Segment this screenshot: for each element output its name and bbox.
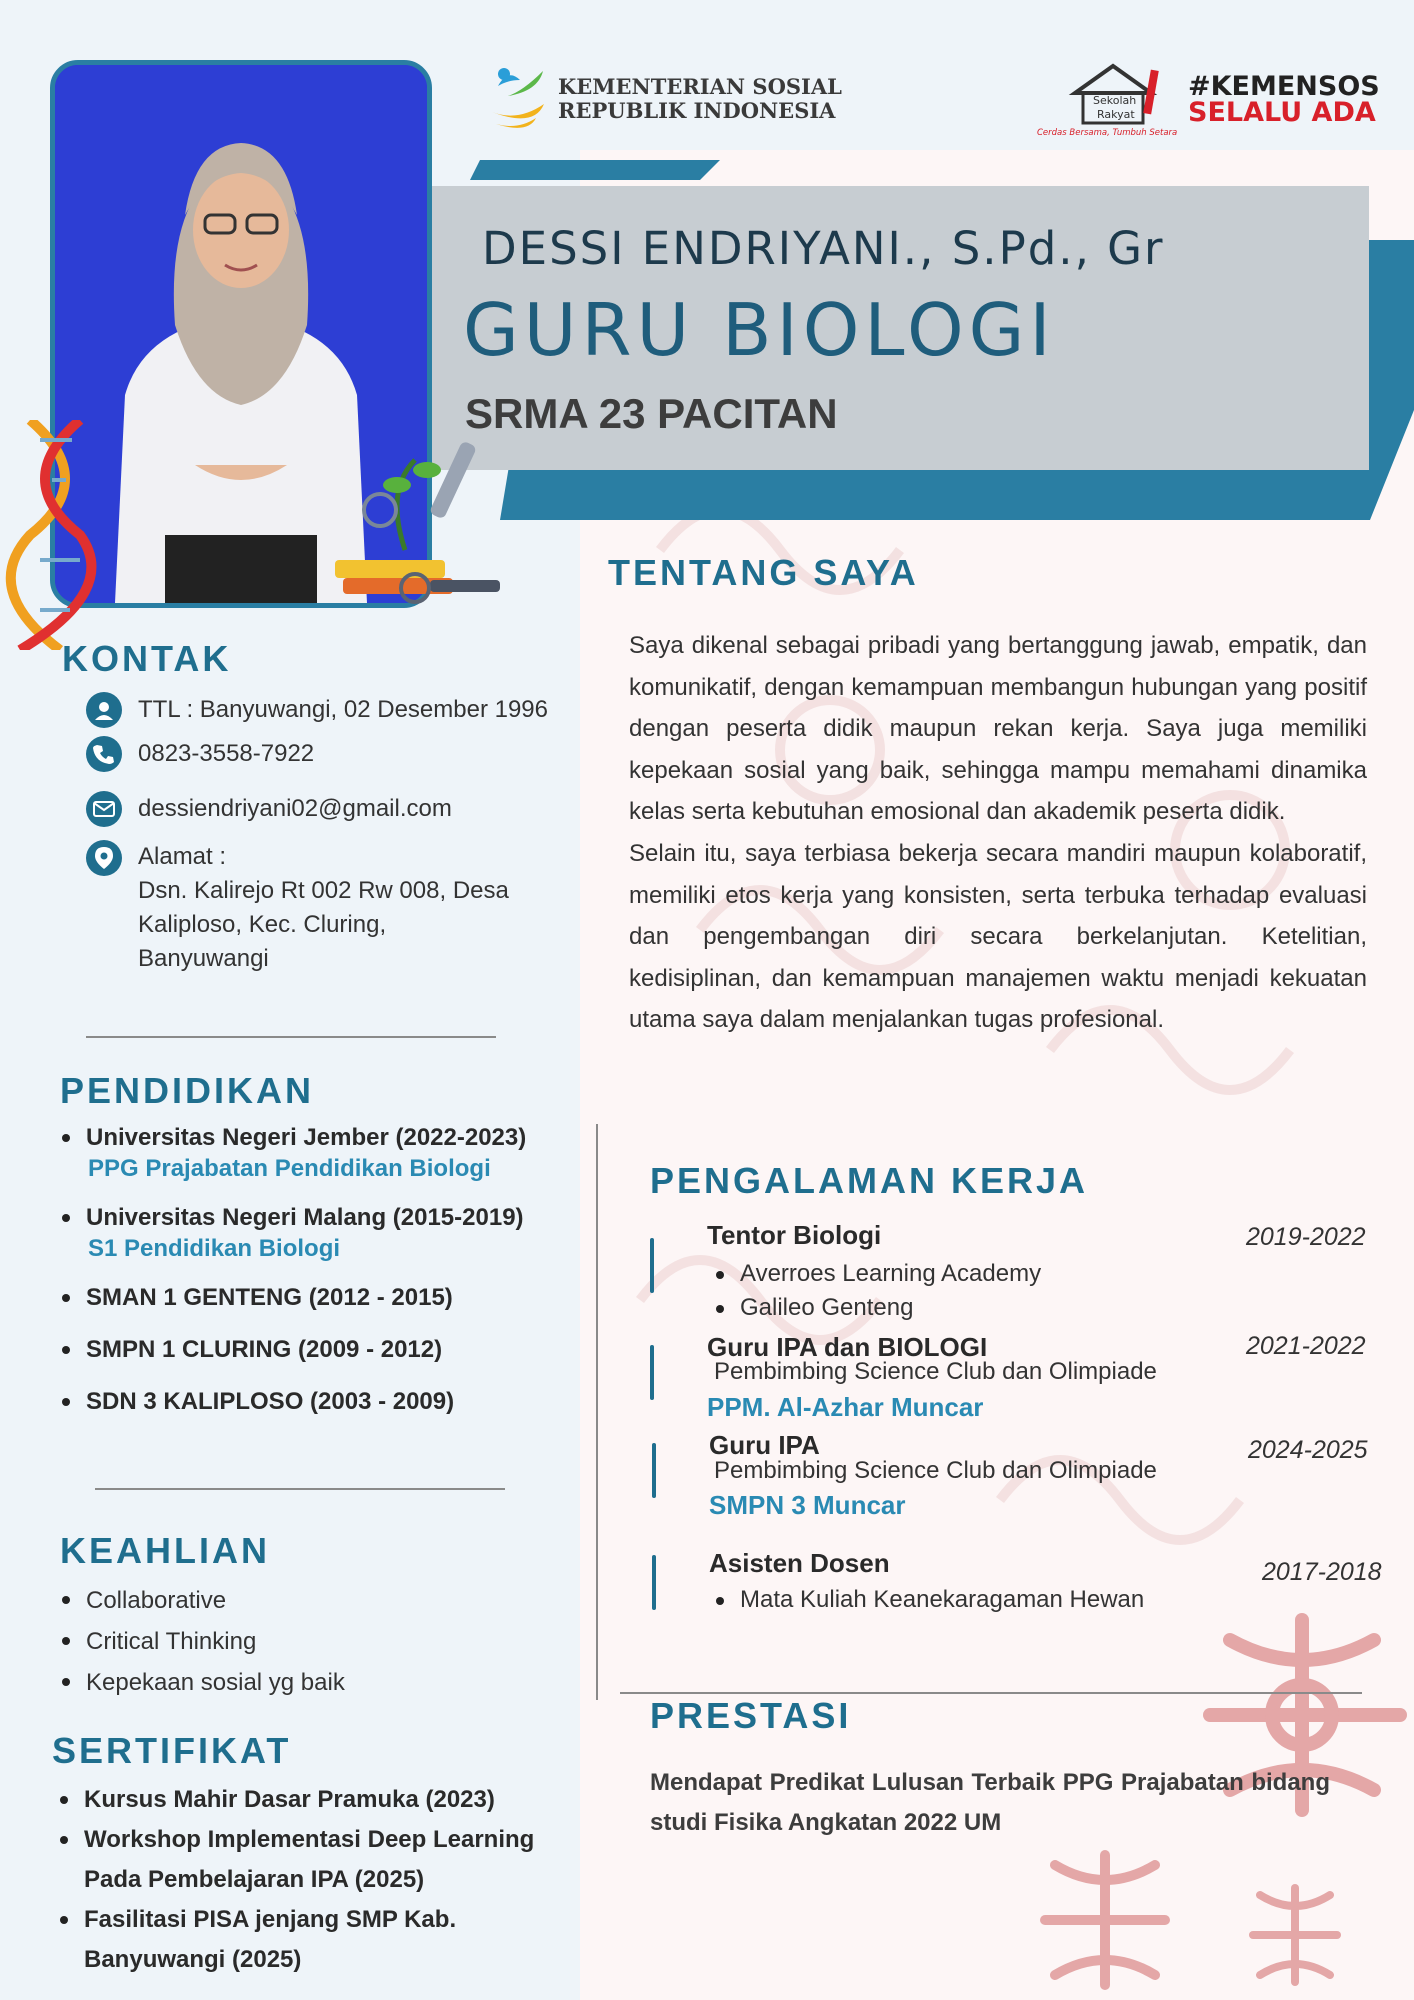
sekolah-logo-line2: Rakyat [1097,108,1135,121]
hashtag-line1: #KEMENSOS [1188,71,1380,102]
person-name: DESSI ENDRIYANI., S.Pd., Gr [482,222,1165,275]
job-marker [652,1443,656,1498]
education-title: PENDIDIKAN [60,1070,315,1111]
kemensos-hashtag [1188,71,1380,128]
skill-item: Collaborative [56,1580,536,1621]
divider-achievements [620,1692,1362,1694]
skills-title: KEAHLIAN [60,1530,270,1571]
job-year: 2021-2022 [1246,1332,1366,1360]
job-detail-item: Averroes Learning Academy [710,1257,1210,1291]
about-paragraph-1: Saya dikenal sebagai pribadi yang bertanggung jawab, empatik, dan komunikatif, dengan kemampuan membangun hubungan yang positif dengan peserta didik maupun rekan kerja. Saya juga memiliki kepekaan sosial yang baik, sehingga mampu memahami dinamika kelas serta kebutuhan emosional dan akademik peserta didik. [629,632,1367,826]
ministry-name-line1: KEMENTERIAN SOSIAL [558,74,842,99]
job-details [710,1257,1210,1325]
job-place: PPM. Al-Azhar Muncar [707,1392,984,1422]
achievements-title: PRESTASI [650,1695,852,1736]
address-line1: Dsn. Kalirejo Rt 002 Rw 008, Desa [138,877,509,904]
phone-text: 0823-3558-7922 [138,740,315,767]
contact-title: KONTAK [62,638,232,679]
ministry-emblem-icon [488,66,548,132]
skill-item: Critical Thinking [56,1621,536,1662]
certificate-item [54,1900,594,1980]
job-title: Guru IPA [709,1430,820,1460]
job-details [710,1583,1230,1617]
ministry-name-line2: REPUBLIK INDONESIA [558,98,836,123]
education-item [56,1282,576,1314]
education-school: Universitas Negeri Malang (2015-2019) [86,1204,524,1231]
contact-phone [86,736,314,772]
experience-title: PENGALAMAN KERJA [650,1160,1089,1201]
school-name: SRMA 23 PACITAN [465,390,838,437]
divider-education [95,1488,505,1490]
certificate-line: Fasilitasi PISA jenjang SMP Kab. [84,1906,457,1933]
microscope-books-illustration [335,430,500,605]
education-item [56,1202,576,1264]
job-marker [650,1345,654,1400]
contact-ttl [86,692,548,728]
job-subtitle: Pembimbing Science Club dan Olimpiade [714,1457,1157,1484]
contact-email [86,791,452,827]
certificate-item [54,1820,594,1900]
job-year: 2017-2018 [1262,1558,1382,1586]
job-place: SMPN 3 Muncar [709,1490,906,1520]
batik-motif-small-1 [1035,1845,1175,1995]
divider-contact [86,1036,496,1038]
address-line3: Banyuwangi [138,945,269,972]
job-marker [652,1555,656,1610]
education-school: Universitas Negeri Jember (2022-2023) [86,1124,527,1151]
address-line2: Kaliploso, Kec. Cluring, [138,911,387,938]
person-icon [86,692,122,728]
email-icon [86,791,122,827]
person-role: GURU BIOLOGI [463,288,1056,372]
school-house-icon [1035,58,1195,138]
job-detail-item: Mata Kuliah Keanekaragaman Hewan [710,1583,1230,1617]
ttl-text: TTL : Banyuwangi, 02 Desember 1996 [138,696,549,723]
job-title: Guru IPA dan BIOLOGI [707,1332,988,1362]
location-pin-icon [86,840,122,876]
education-item [56,1122,576,1184]
job-detail-item: Galileo Genteng [710,1291,1210,1325]
certificate-line: Pada Pembelajaran IPA (2025) [84,1866,425,1893]
about-title: TENTANG SAYA [608,552,919,593]
kemensos-logo [488,66,842,132]
education-degree: PPG Prajabatan Pendidikan Biologi [88,1155,491,1182]
certificate-line: Kursus Mahir Dasar Pramuka (2023) [84,1786,495,1813]
column-divider [596,1124,598,1700]
dna-illustration [0,420,110,650]
about-paragraph-2: Selain itu, saya terbiasa bekerja secara mandiri maupun kolaboratif, memiliki etos kerja yang konsisten, serta terbuka terhadap evaluasi dan pengembangan diri secara berkelanjutan. Ketelitian, kedisiplinan, dan kemampuan manajemen waktu menjadi kekuatan utama saya dalam menjalankan tugas profesional. [629,839,1367,1034]
education-school: SMAN 1 GENTENG (2012 - 2015) [86,1284,453,1311]
certificate-line: Workshop Implementasi Deep Learning [84,1826,535,1853]
education-item [56,1334,576,1366]
sekolah-tagline: Cerdas Bersama, Tumbuh Setara [1037,128,1178,138]
education-item [56,1386,576,1418]
about-text [629,625,1367,1041]
contact-address [86,840,509,976]
batik-motif-small-2 [1245,1880,1345,1990]
education-list [56,1122,576,1436]
job-subtitle: Pembimbing Science Club dan Olimpiade [714,1358,1157,1385]
certificate-item [54,1780,594,1820]
education-degree: S1 Pendidikan Biologi [88,1235,341,1262]
skill-item: Kepekaan sosial yg baik [56,1662,536,1703]
job-title: Asisten Dosen [709,1548,890,1578]
job-marker [650,1238,654,1293]
certificate-line: Banyuwangi (2025) [84,1946,302,1973]
sekolah-rakyat-logo [1035,58,1195,143]
education-school: SDN 3 KALIPLOSO (2003 - 2009) [86,1388,455,1415]
address-label: Alamat : [138,843,227,870]
job-year: 2019-2022 [1246,1223,1366,1251]
certificates-title: SERTIFIKAT [52,1730,292,1771]
hashtag-line2: SELALU ADA [1188,97,1376,128]
skills-list [56,1580,536,1703]
sekolah-logo-line1: Sekolah [1093,94,1137,107]
job-year: 2024-2025 [1248,1436,1368,1464]
phone-icon [86,736,122,772]
job-title: Tentor Biologi [707,1220,882,1250]
education-school: SMPN 1 CLURING (2009 - 2012) [86,1336,443,1363]
email-text: dessiendriyani02@gmail.com [138,795,452,822]
achievements-text: Mendapat Predikat Lulusan Terbaik PPG Prajabatan bidang studi Fisika Angkatan 2022 UM [650,1769,1330,1836]
certificates-list [54,1780,594,1980]
